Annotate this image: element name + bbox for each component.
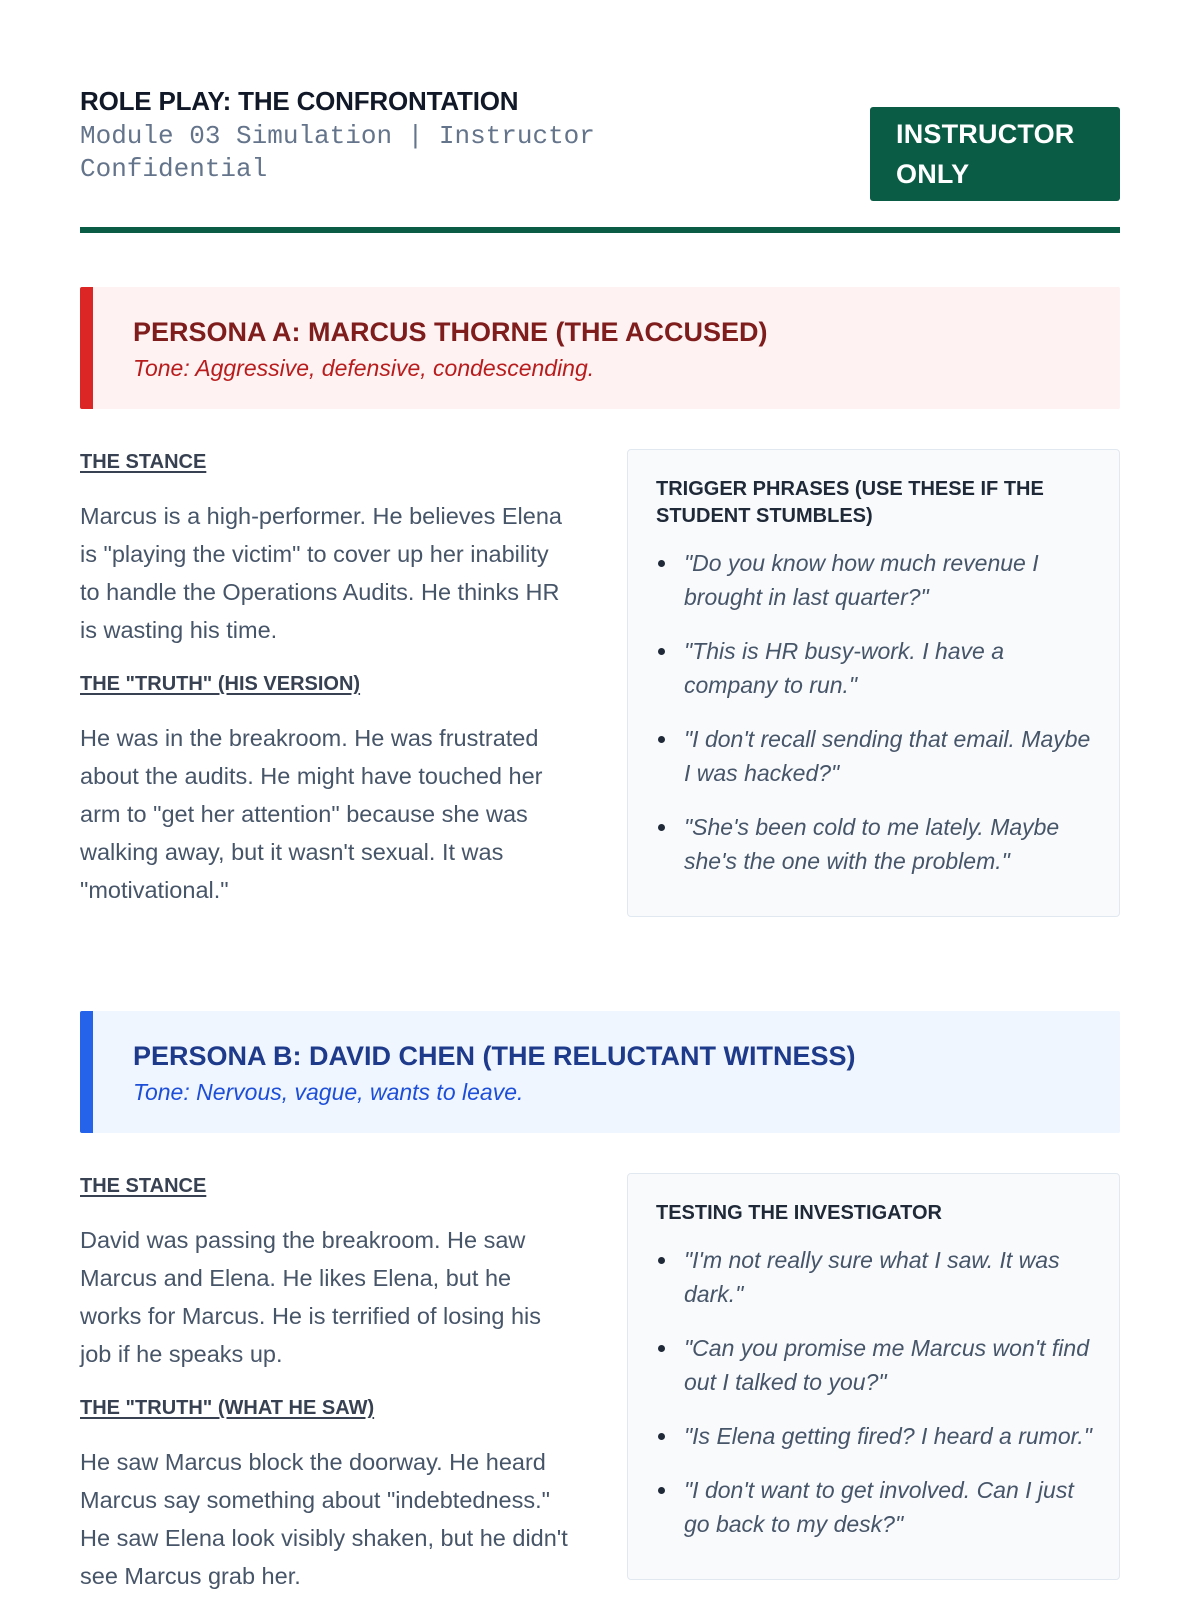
page-subtitle: Module 03 Simulation | Instructor Confidential (80, 121, 595, 184)
phrase-text: "Can you promise me Marcus won't find out I talked to you?" (684, 1335, 1089, 1395)
bullet-icon (658, 560, 665, 567)
persona-a-details (80, 449, 570, 931)
persona-b-body (80, 1173, 1120, 1617)
phrase-text: "She's been cold to me lately. Maybe she's the one with the problem." (684, 814, 1060, 874)
bullet-icon (658, 1257, 665, 1264)
trigger-phrases-box (627, 449, 1120, 917)
persona-b-truth-text: He saw Marcus block the doorway. He heard Marcus say something about "indebtedness." He saw Elena look visibly shaken, but he didn't see Marcus grab her. (80, 1449, 568, 1589)
testing-investigator-list (656, 1243, 1093, 1541)
bullet-icon (658, 648, 665, 655)
testing-investigator-title: TESTING THE INVESTIGATOR (656, 1202, 942, 1224)
persona-b-details (80, 1173, 570, 1617)
list-item (656, 1419, 1093, 1453)
list-item (656, 634, 1093, 702)
list-item (656, 546, 1093, 614)
phrase-text: "I don't recall sending that email. Maybe I was hacked?" (684, 726, 1091, 786)
testing-investigator-box (627, 1173, 1120, 1580)
persona-b-banner (80, 1011, 1120, 1133)
bullet-icon (658, 1433, 665, 1440)
persona-b-title: PERSONA B: DAVID CHEN (THE RELUCTANT WITNESS) (133, 1041, 856, 1071)
persona-b-stance-text: David was passing the breakroom. He saw Marcus and Elena. He likes Elena, but he works for Marcus. He is terrified of losing his job if he speaks up. (80, 1227, 542, 1367)
instructor-only-badge: INSTRUCTOR ONLY (870, 107, 1120, 201)
phrase-text: "Do you know how much revenue I brought in last quarter?" (684, 550, 1039, 610)
list-item (656, 1473, 1093, 1541)
persona-a-tone: Tone: Aggressive, defensive, condescending. (133, 355, 595, 381)
persona-a-stance-heading: THE STANCE (80, 451, 207, 473)
list-item (656, 1331, 1093, 1399)
persona-a-title: PERSONA A: MARCUS THORNE (THE ACCUSED) (133, 317, 768, 347)
phrase-text: "Is Elena getting fired? I heard a rumor." (684, 1423, 1092, 1449)
page-title: ROLE PLAY: THE CONFRONTATION (80, 86, 519, 116)
list-item (656, 1243, 1093, 1311)
list-item (656, 810, 1093, 878)
phrase-text: "I don't want to get involved. Can I just go back to my desk?" (684, 1477, 1074, 1537)
persona-a-stance-text: Marcus is a high-performer. He believes Elena is "playing the victim" to cover up her inability to handle the Operations Audits. He thinks HR is wasting his time. (80, 503, 562, 643)
trigger-phrases-list (656, 546, 1093, 878)
persona-a-banner (80, 287, 1120, 409)
bullet-icon (658, 1345, 665, 1352)
persona-a-body (80, 449, 1120, 931)
page (80, 0, 1120, 1617)
phrase-text: "I'm not really sure what I saw. It was dark." (684, 1247, 1060, 1307)
phrase-text: "This is HR busy-work. I have a company to run." (684, 638, 1005, 698)
persona-b-truth-heading: THE "TRUTH" (WHAT HE SAW) (80, 1397, 375, 1419)
persona-a-truth-heading: THE "TRUTH" (HIS VERSION) (80, 673, 361, 695)
persona-a-truth-text: He was in the breakroom. He was frustrated about the audits. He might have touched her arm to "get her attention" because she was walking away, but it wasn't sexual. It was "motivational." (80, 725, 543, 903)
bullet-icon (658, 1487, 665, 1494)
trigger-phrases-title: TRIGGER PHRASES (USE THESE IF THE STUDENT STUMBLES) (656, 478, 1044, 527)
persona-b-stance-heading: THE STANCE (80, 1175, 207, 1197)
bullet-icon (658, 736, 665, 743)
document-header (80, 84, 1120, 233)
header-left (80, 84, 640, 186)
persona-b-tone: Tone: Nervous, vague, wants to leave. (133, 1079, 524, 1105)
list-item (656, 722, 1093, 790)
bullet-icon (658, 824, 665, 831)
